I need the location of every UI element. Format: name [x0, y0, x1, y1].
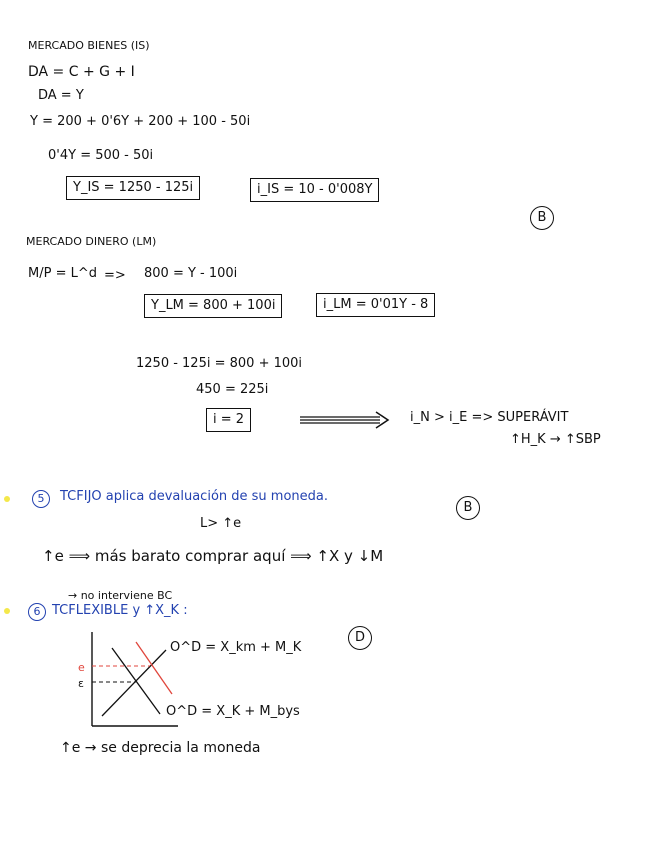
money-eq-arrow: =>: [104, 268, 126, 283]
solution-result-balance: ↑H_K → ↑SBP: [510, 432, 601, 447]
solution-eq2: 450 = 225i: [196, 382, 269, 397]
graph-curve1-label: O^D = X_km + M_K: [170, 640, 302, 655]
lm-curve-box: Y_LM = 800 + 100i: [144, 294, 282, 318]
goods-market-title: MERCADO BIENES (IS): [28, 39, 150, 52]
highlight-bullet: [4, 496, 10, 502]
answer-mark-b: B: [530, 206, 554, 230]
shifted-demand-curve: [136, 642, 172, 694]
graph-label-e-red: e: [78, 661, 85, 674]
graph-curve2-label: O^D = X_K + M_bys: [166, 704, 300, 719]
item-5-line: ↑e ⟹ más barato comprar aquí ⟹ ↑X y ↓M: [42, 547, 384, 565]
item-6-number: 6: [28, 603, 46, 621]
item-6-text: TCFLEXIBLE y ↑X_K :: [52, 603, 188, 618]
answer-mark-d: D: [348, 626, 372, 650]
item-6-note: → no interviene BC: [68, 589, 173, 602]
lm-interest-box: i_LM = 0'01Y - 8: [316, 293, 435, 317]
money-eq-lm: 800 = Y - 100i: [144, 266, 238, 281]
goods-eq-da: DA = C + G + I: [28, 64, 135, 80]
is-interest-box: i_IS = 10 - 0'008Y: [250, 178, 379, 202]
item-5-number: 5: [32, 490, 50, 508]
goods-eq-y: Y = 200 + 0'6Y + 200 + 100 - 50i: [30, 114, 251, 129]
item-5-text: TCFIJO aplica devaluación de su moneda.: [60, 489, 328, 504]
item-5-sub: L> ↑e: [200, 516, 242, 531]
is-curve-box: Y_IS = 1250 - 125i: [66, 176, 200, 200]
answer-mark-b-2: B: [456, 496, 480, 520]
highlight-bullet: [4, 608, 10, 614]
supply-curve: [102, 650, 166, 716]
implies-arrow-icon: [298, 410, 394, 430]
goods-eq-da-y: DA = Y: [38, 88, 84, 103]
goods-eq-reduced: 0'4Y = 500 - 50i: [48, 148, 154, 163]
solution-box: i = 2: [206, 408, 251, 432]
money-eq-lhs: M/P = L^d: [28, 266, 97, 281]
graph-label-e-black: ε: [78, 677, 84, 690]
solution-eq1: 1250 - 125i = 800 + 100i: [136, 356, 303, 371]
money-market-title: MERCADO DINERO (LM): [26, 235, 157, 248]
solution-result-surplus: i_N > i_E => SUPERÁVIT: [410, 410, 569, 425]
item-6-conclusion: ↑e → se deprecia la moneda: [60, 740, 261, 756]
